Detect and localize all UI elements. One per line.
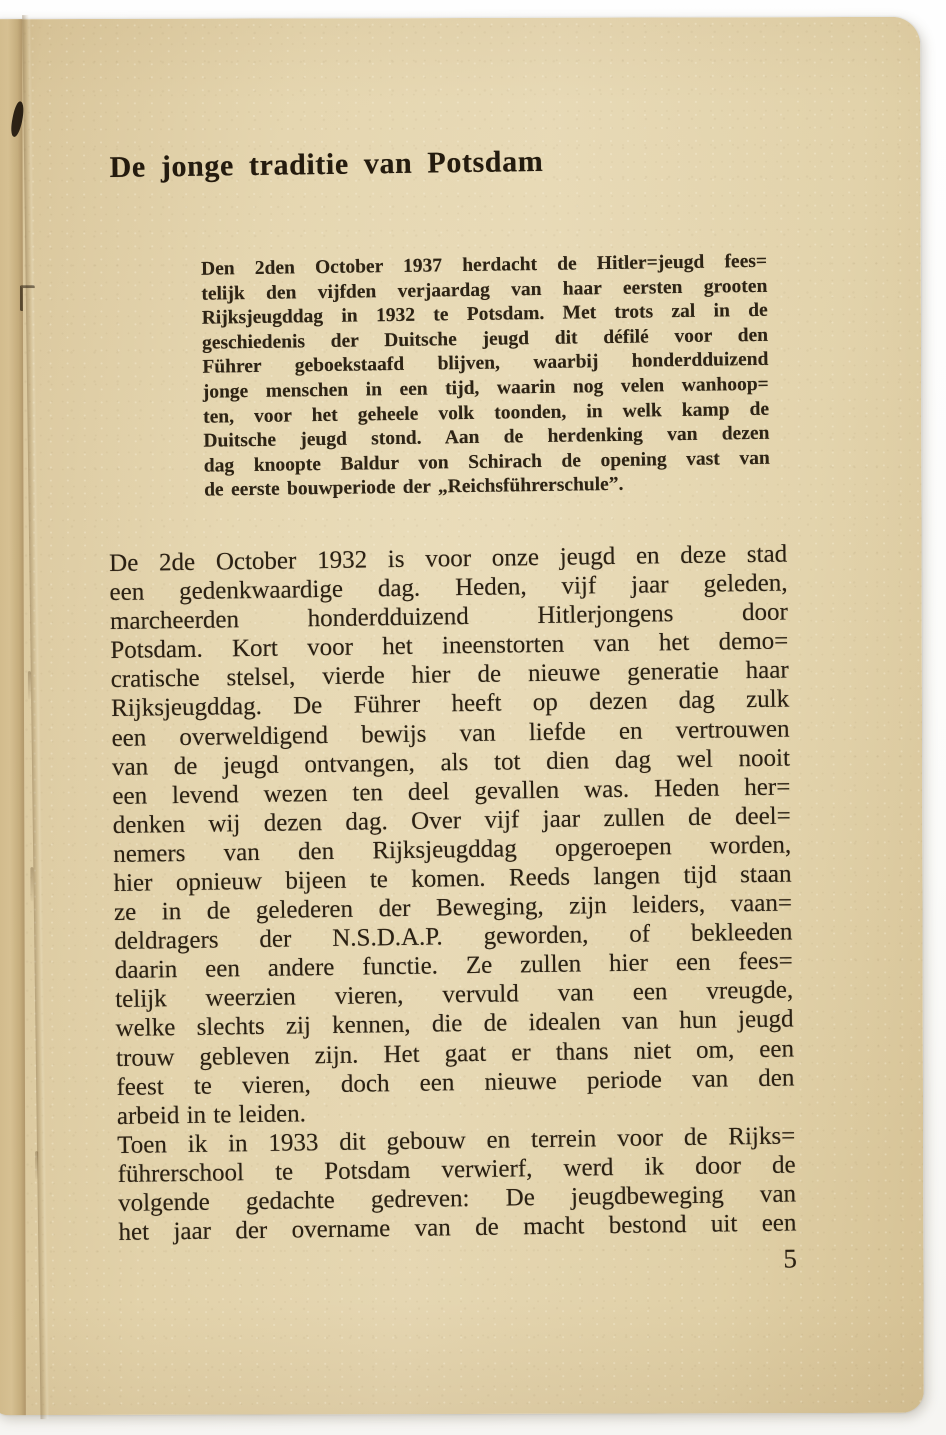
- text-line: cratische stelsel, vierde hier de nieuwe generatie haar: [110, 656, 789, 694]
- text-line: arbeid in te leiden.: [116, 1100, 307, 1130]
- text-line: welke slechts zij kennen, die de idealen van hun jeugd: [115, 1005, 794, 1043]
- text-line: een levend wezen ten deel gevallen was. Heden her=: [112, 773, 791, 810]
- text-line: feest te vieren, doch een nieuwe periode van den: [116, 1064, 795, 1101]
- text-line: De 2de October 1932 is voor onze jeugd en deze stad: [108, 540, 788, 577]
- text-line: een gedenkwaardige dag. Heden, vijf jaar geleden,: [109, 569, 788, 607]
- text-line: Rijksjeugddag. De Führer heeft op dezen dag zulk: [110, 685, 790, 723]
- text-line: volgende gedachte gedreven: De jeugdbeweging van: [117, 1180, 797, 1217]
- text-line: ze in de gelederen der Beweging, zijn leiders, vaan=: [113, 889, 793, 927]
- text-line: de eerste bouwperiode der „Reichsführerschule”.: [203, 474, 624, 502]
- body-paragraph-1: [109, 539, 795, 1130]
- text-line: telijk den vijfden verjaardag van haar eersten grooten: [201, 275, 768, 305]
- text-line: deldragers der N.S.D.A.P. geworden, of bekleeden: [114, 918, 793, 956]
- text-line: jonge menschen in een tijd, waarin nog velen wanhoop=: [202, 373, 769, 403]
- text-line: van de jeugd ontvangen, als tot dien dag wel nooit: [111, 744, 791, 781]
- text-line: een overweldigend bewijs van liefde en vertrouwen: [111, 715, 790, 752]
- text-line: Führer geboekstaafd blijven, waarbij honderdduizend: [202, 349, 769, 379]
- text-line: ten, voor het geheele volk toonden, in welk kamp de: [202, 398, 770, 428]
- body-text: [109, 539, 797, 1247]
- text-line: het jaar der overname van de macht bestond uit een: [118, 1209, 797, 1247]
- text-line: denken wij dezen dag. Over vijf jaar zullen de deel=: [112, 802, 791, 839]
- page-title: De jonge traditie van Potsdam: [109, 144, 544, 184]
- text-line: hier opnieuw bijeen te komen. Reeds langen tijd staan: [113, 860, 792, 897]
- text-line: Den 2den October 1937 herdacht de Hitler=jeugd fees=: [200, 250, 768, 280]
- page-number: 5: [783, 1243, 798, 1274]
- text-line: daarin een andere functie. Ze zullen hier een fees=: [114, 947, 793, 985]
- body-paragraph-2: [117, 1121, 797, 1247]
- text-line: marcheerden honderdduizend Hitlerjongens door: [109, 598, 789, 636]
- text-line: trouw gebleven zijn. Het gaat er thans niet om, een: [115, 1035, 795, 1072]
- text-line: geschiedenis der Duitsche jeugd dit défilé voor den: [201, 324, 769, 354]
- text-line: führerschool te Potsdam verwierf, werd ik door de: [117, 1151, 796, 1188]
- text-line: nemers van den Rijksjeugddag opgeroepen worden,: [113, 831, 792, 868]
- text-line: Rijksjeugddag in 1932 te Potsdam. Met trots zal in de: [201, 299, 768, 329]
- text-line: dag knoopte Baldur von Schirach de opening vast van: [203, 447, 770, 477]
- text-line: Duitsche jeugd stond. Aan de herdenking van dezen: [203, 422, 770, 452]
- text-line: telijk weerzien vieren, vervuld van een vreugde,: [115, 976, 794, 1014]
- book-page: [0, 17, 924, 1415]
- text-line: Toen ik in 1933 dit gebouw en terrein voor de Rijks=: [117, 1122, 796, 1159]
- text-line: Potsdam. Kort voor het ineenstorten van het demo=: [110, 627, 789, 665]
- page-content: [0, 8, 939, 1417]
- intro-paragraph: [201, 250, 770, 504]
